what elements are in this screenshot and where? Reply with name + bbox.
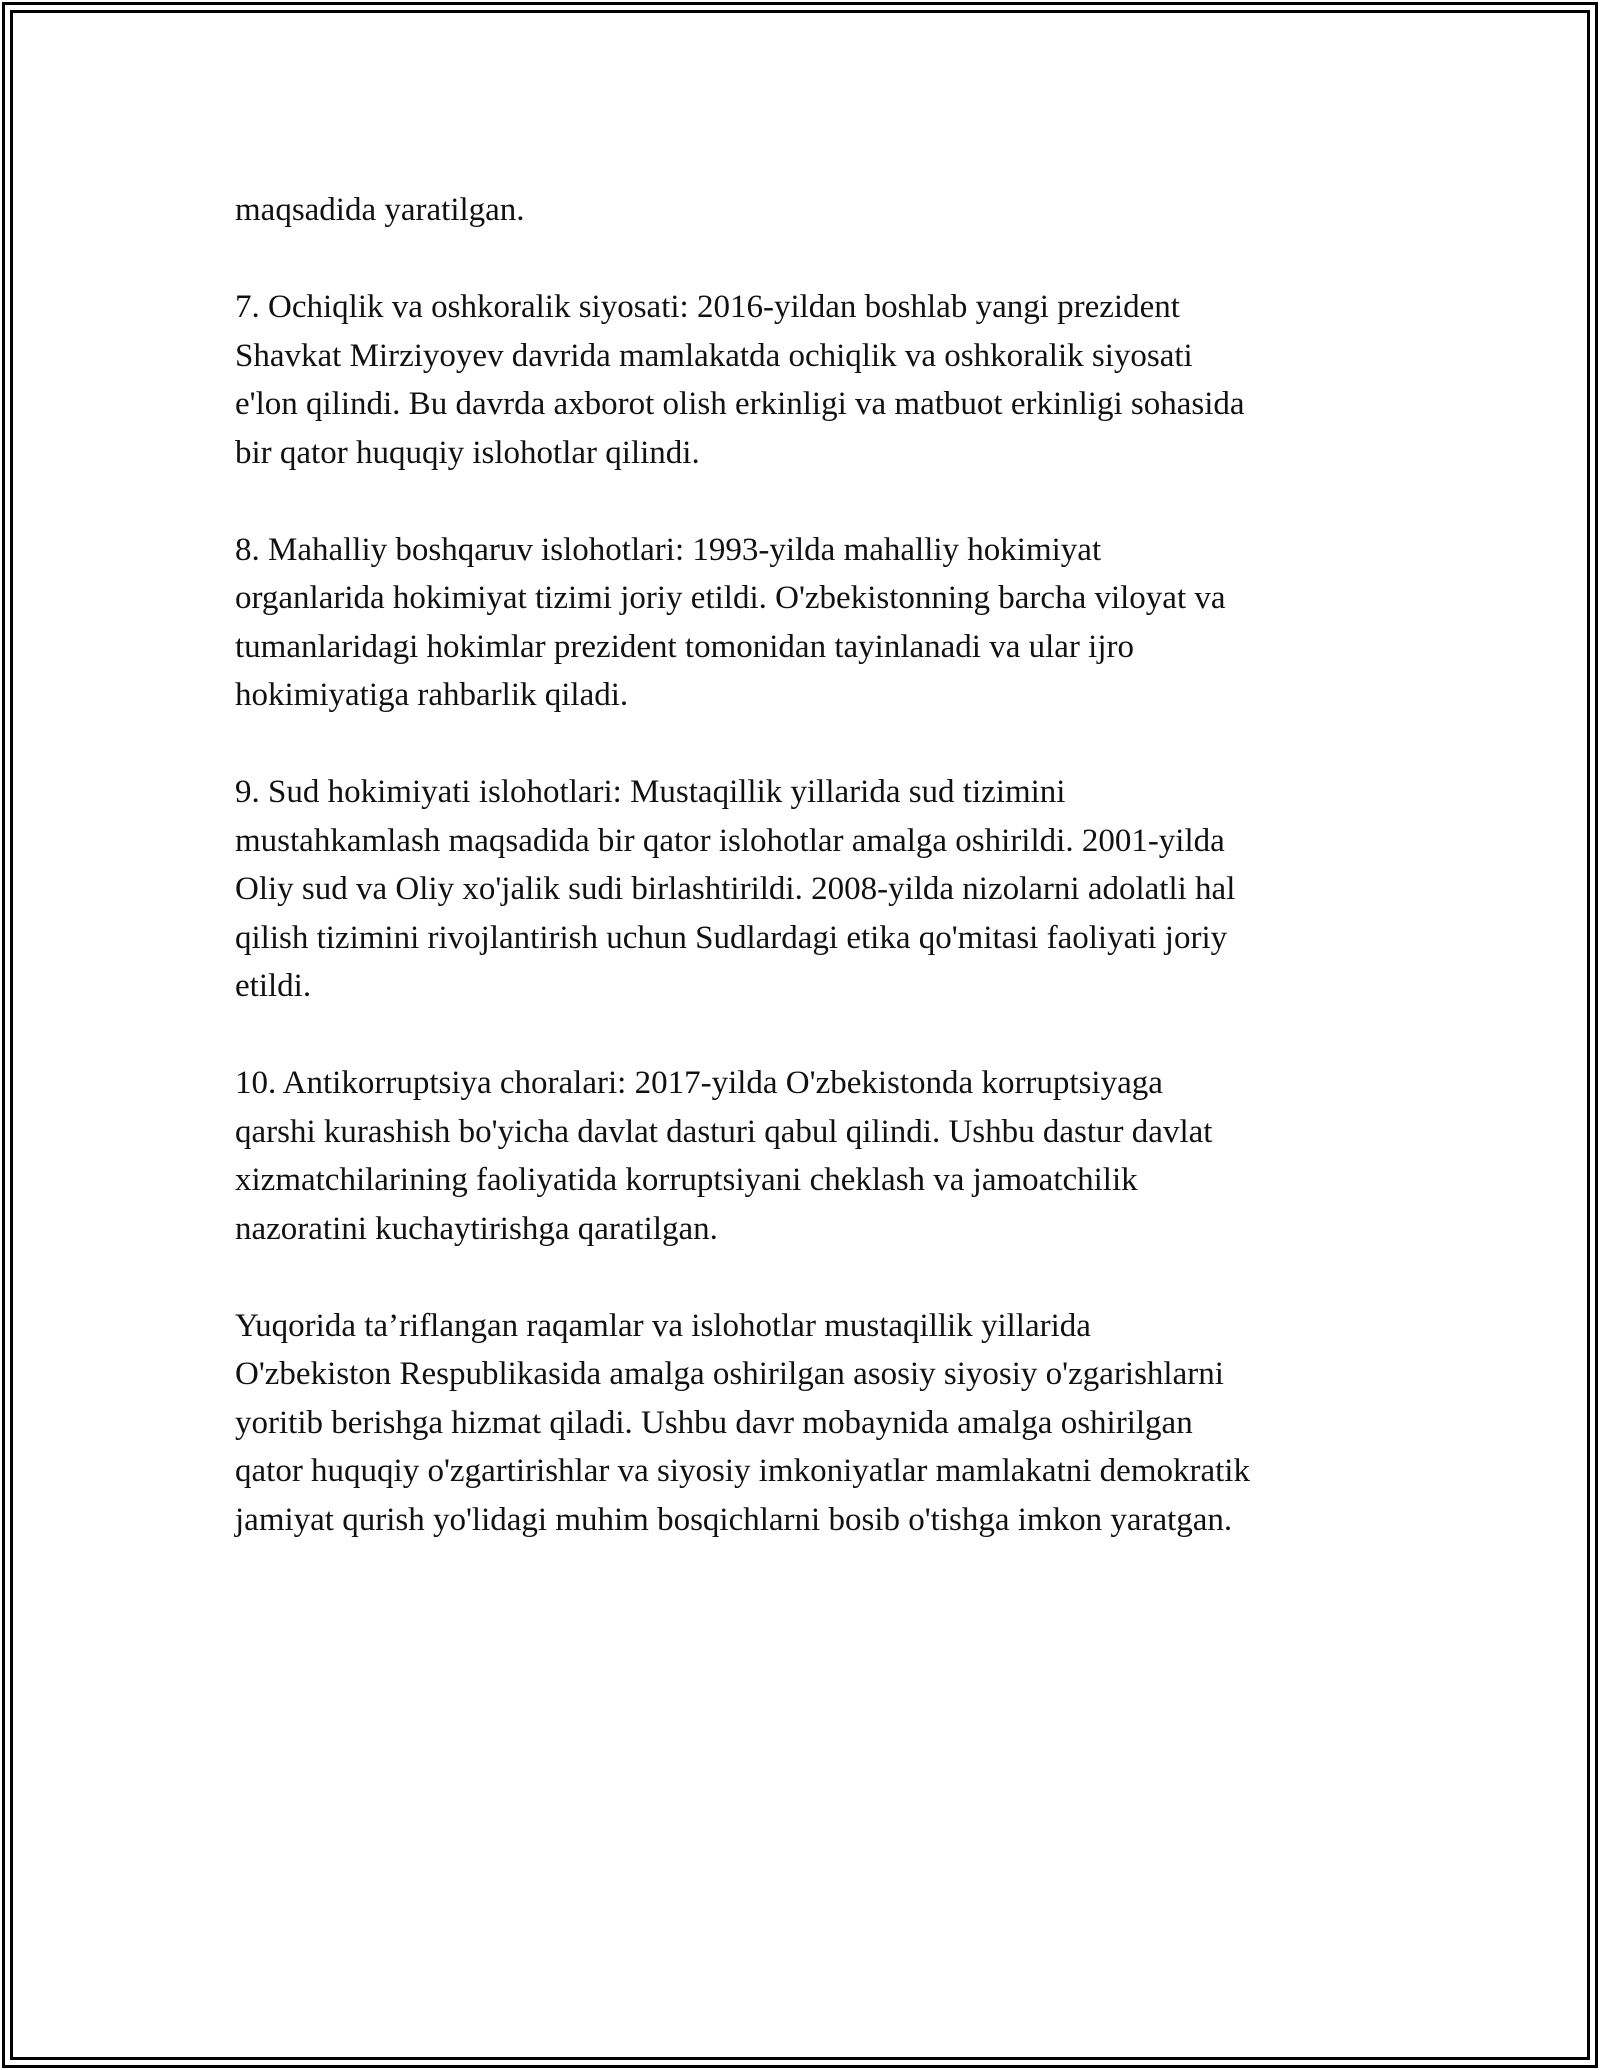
paragraph-judicial-reforms: 9. Sud hokimiyati islohotlari: Mustaqillik yillarida sud tizimini mustahkamlash maqsadida bir qator islohotlar amalga oshirildi. 2001-yilda Oliy sud va Oliy xo'jalik sudi birlashtirildi. 2008-yilda nizolarni adolatli hal qilish tizimini rivojlantirish uchun Sudlardagi etika qo'mitasi faoliyati joriy etildi. [235, 774, 1236, 1004]
paragraph-conclusion: Yuqorida ta’riflangan raqamlar va islohotlar mustaqillik yillarida O'zbekiston Respublikasida amalga oshirilgan asosiy siyosiy o'zgarishlarni yoritib berishga hizmat qiladi. Ushbu davr mobaynida amalga oshirilgan qator huquqiy o'zgartirishlar va siyosiy imkoniyatlar mamlakatni demokratik jamiyat qurish yo'lidagi muhim bosqichlarni bosib o'tishga imkon yaratgan. [235, 1307, 1250, 1538]
paragraph-openness-policy: 7. Ochiqlik va oshkoralik siyosati: 2016-yildan boshlab yangi prezident Shavkat Mirziyoyev davrida mamlakatda ochiqlik va oshkoralik siyosati e'lon qilindi. Bu davrda axborot olish erkinligi va matbuot erkinligi sohasida bir qator huquqiy islohotlar qilindi. [235, 289, 1245, 471]
document-body [235, 186, 1375, 1593]
paragraph-local-governance: 8. Mahalliy boshqaruv islohotlari: 1993-yilda mahalliy hokimiyat organlarida hokimiyat tizimi joriy etildi. O'zbekistonning barcha viloyat va tumanlaridagi hokimlar prezident tomonidan tayinlanadi va ular ijro hokimiyatiga rahbarlik qiladi. [235, 531, 1226, 713]
paragraph-anticorruption: 10. Antikorruptsiya choralari: 2017-yilda O'zbekistonda korruptsiyaga qarshi kurashish bo'yicha davlat dasturi qabul qilindi. Ushbu dastur davlat xizmatchilarining faoliyatida korruptsiyani cheklash va jamoatchilik nazoratini kuchaytirishga qaratilgan. [235, 1065, 1213, 1247]
paragraph-continuation: maqsadida yaratilgan. [235, 192, 525, 228]
